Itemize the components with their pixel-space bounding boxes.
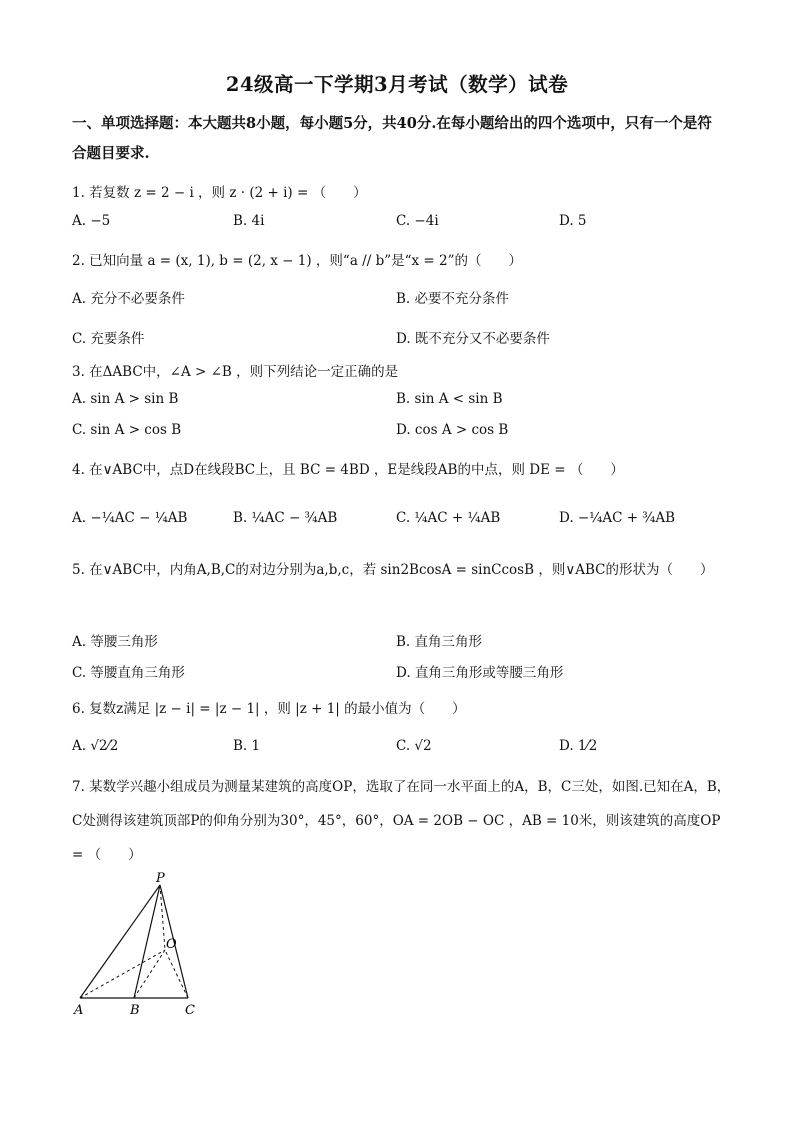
pyramid-diagram [68,870,208,1020]
edge-ao [80,950,165,998]
question-5-option-a: A. 等腰三角形 [72,634,158,650]
section-heading: 一、单项选择题：本大题共8小题，每小题5分，共40分.在每小题给出的四个选项中，只有一个是符合题目要求. [72,115,712,162]
question-2-option-c: C. 充要条件 [72,331,145,347]
label-b: B [130,1003,140,1018]
question-2-stem: 2. 已知向量 a = (x, 1), b = (2, x − 1) ，则“a // b”是“x = 2”的（ ） [72,253,523,269]
question-5-option-c: C. 等腰直角三角形 [72,665,185,681]
question-6-option-c: C. √2 [396,738,432,754]
question-5-option-d: D. 直角三角形或等腰三角形 [396,665,564,681]
question-6-option-d: D. 1⁄2 [559,738,598,754]
question-2-option-b: B. 必要不充分条件 [396,291,510,307]
exam-title: 24级高一下学期3月考试（数学）试卷 [225,73,569,96]
label-a: A [74,1003,84,1018]
question-5-option-b: B. 直角三角形 [396,634,483,650]
edge-bo [134,950,165,998]
question-6-option-b: B. 1 [233,738,261,754]
label-o: O [166,937,177,952]
question-4-option-b: B. ¼AC − ¾AB [233,510,338,526]
question-5-stem: 5. 在∨ABC中，内角A,B,C的对边分别为a,b,c，若 sin2BcosA = sinCcosB ，则∨ABC的形状为（ ） [72,562,714,578]
question-4-stem: 4. 在∨ABC中，点D在线段BC上，且 BC = 4BD ，E是线段AB的中点，则 DE = （ ） [72,462,624,478]
question-3-option-d: D. cos A > cos B [396,422,509,438]
label-c: C [185,1003,195,1018]
question-3-option-b: B. sin A < sin B [396,391,503,407]
question-3-option-a: A. sin A > sin B [72,391,179,407]
question-2-option-d: D. 既不充分又不必要条件 [396,331,550,347]
question-1-stem: 1. 若复数 z = 2 − i ，则 z · (2 + i) = （ ） [72,185,367,201]
question-2-option-a: A. 充分不必要条件 [72,291,185,307]
question-3-stem: 3. 在ΔABC中，∠A > ∠B ，则下列结论一定正确的是 [72,364,399,380]
question-3-option-c: C. sin A > cos B [72,422,182,438]
label-p: P [156,871,165,886]
question-1-option-c: C. −4i [396,213,439,229]
question-1-option-b: B. 4i [233,213,265,229]
edge-pa [80,885,160,998]
question-6-stem: 6. 复数z满足 |z − i| = |z − 1| ，则 |z + 1| 的最小值为（ ） [72,701,466,717]
question-6-option-a: A. √2⁄2 [72,738,119,754]
question-7-figure [68,870,208,1020]
question-4-option-c: C. ¼AC + ¼AB [396,510,501,526]
question-1-option-d: D. 5 [559,213,587,229]
edge-pb [134,885,160,998]
question-1-option-a: A. −5 [72,213,111,229]
question-4-option-d: D. −¼AC + ¾AB [559,510,676,526]
question-4-option-a: A. −¼AC − ¼AB [72,510,188,526]
edge-co [165,950,188,998]
question-7-stem: 7. 某数学兴趣小组成员为测量某建筑的高度OP，选取了在同一水平面上的A，B，C三处，如图.已知在A，B，C处测得该建筑顶部P的仰角分别为30°，45°，60°，OA = 2OB − OC ，AB = 10米，则该建筑的高度OP = （ ） [72,779,731,863]
